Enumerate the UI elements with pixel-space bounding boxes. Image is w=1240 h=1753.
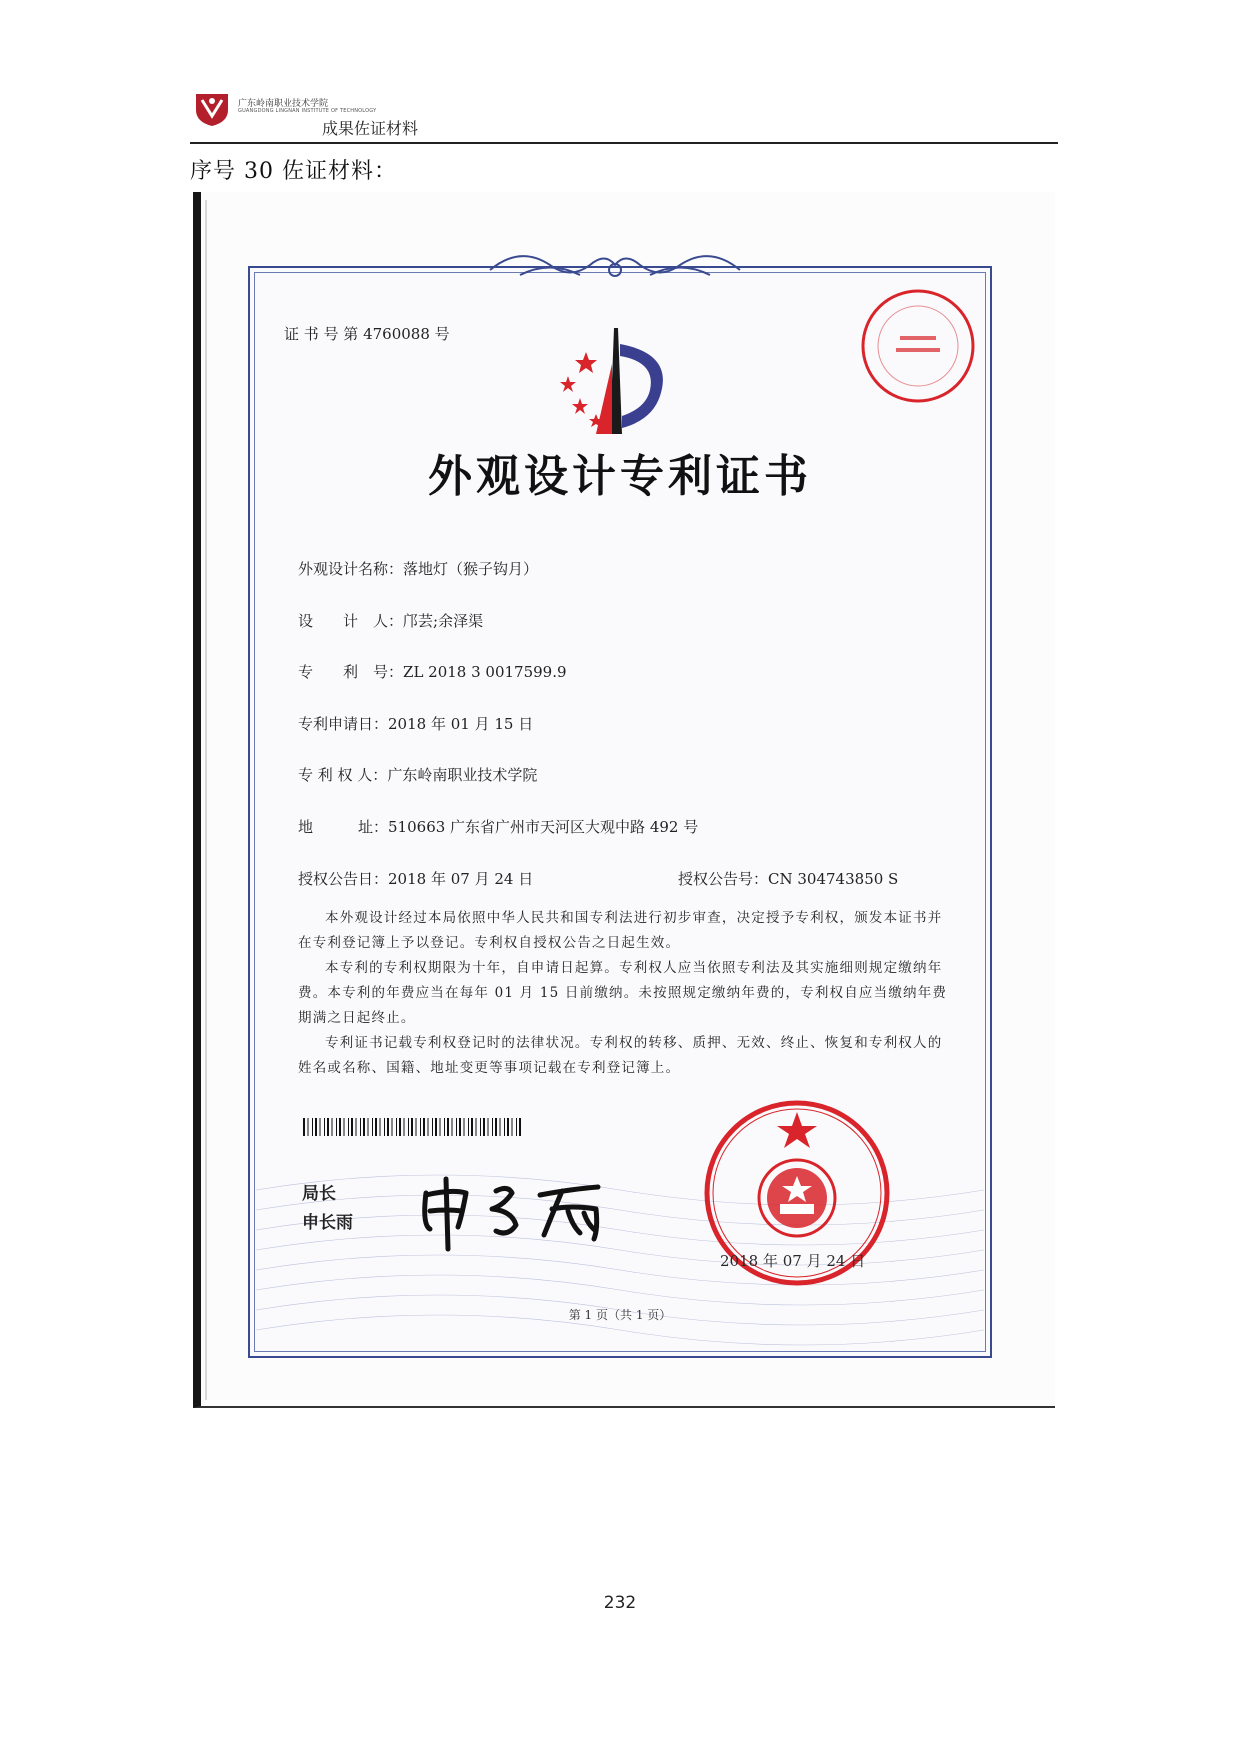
tax-seal-stamp-icon [858,286,978,406]
director-name: 申长雨 [302,1213,353,1233]
certificate-title: 外观设计专利证书 [428,451,812,502]
page-number: 232 [603,1593,637,1613]
paragraph-1: 本外观设计经过本局依照中华人民共和国专利法进行初步审查，决定授予专利权，颁发本证书并在专利登记簿上予以登记。专利权自授权公告之日起生效。 [298,910,943,951]
header-title: 成果佐证材料 [322,119,419,138]
field-patent-number: 专 利 号：ZL 2018 3 0017599.9 [298,663,567,681]
scan-edge [205,200,207,1400]
paragraph-2: 本专利的专利权期限为十年，自申请日起算。专利权人应当依照专利法及其实施细则规定缴纳年费。本专利的年费应当在每年 01 月 15 日前缴纳。未按照规定缴纳年费的，专利权自应当缴纳年费期满之日起终止。 [298,960,948,1026]
school-name: 广东岭南职业技术学院 [238,99,329,109]
section-title: 序号 30 佐证材料： [190,159,397,184]
director-block [302,1180,353,1238]
patent-office-emblem-icon [556,324,680,444]
field-application-date: 专利申请日：2018 年 01 月 15 日 [298,715,534,733]
field-address: 地 址：510663 广东省广州市天河区大观中路 492 号 [298,818,699,836]
paragraph-3: 专利证书记载专利权登记时的法律状况。专利权的转移、质押、无效、终止、恢复和专利权人的姓名或名称、国籍、地址变更等事项记载在专利登记簿上。 [298,1035,943,1076]
field-patentee: 专 利 权 人：广东岭南职业技术学院 [298,766,538,784]
field-announce-number: 授权公告号：CN 304743850 S [678,870,899,888]
field-designer: 设 计 人：邝芸;余泽渠 [298,612,484,630]
field-design-name: 外观设计名称：落地灯（猴子钩月） [298,560,539,578]
header-divider [190,142,1058,144]
director-signature-icon [412,1165,632,1255]
field-grant-date: 授权公告日：2018 年 07 月 24 日 [298,870,534,888]
seal-date: 2018 年 07 月 24 日 [720,1252,866,1270]
school-name-en: GUANGDONG LINGNAN INSTITUTE OF TECHNOLOGY [238,108,377,114]
director-title: 局长 [302,1184,336,1204]
barcode-icon [303,1118,521,1136]
certificate-number: 证 书 号 第 4760088 号 [284,325,450,343]
certificate-page-count: 第 1 页（共 1 页） [568,1308,672,1322]
school-logo-icon [192,88,232,128]
top-ornament-icon [480,240,750,290]
